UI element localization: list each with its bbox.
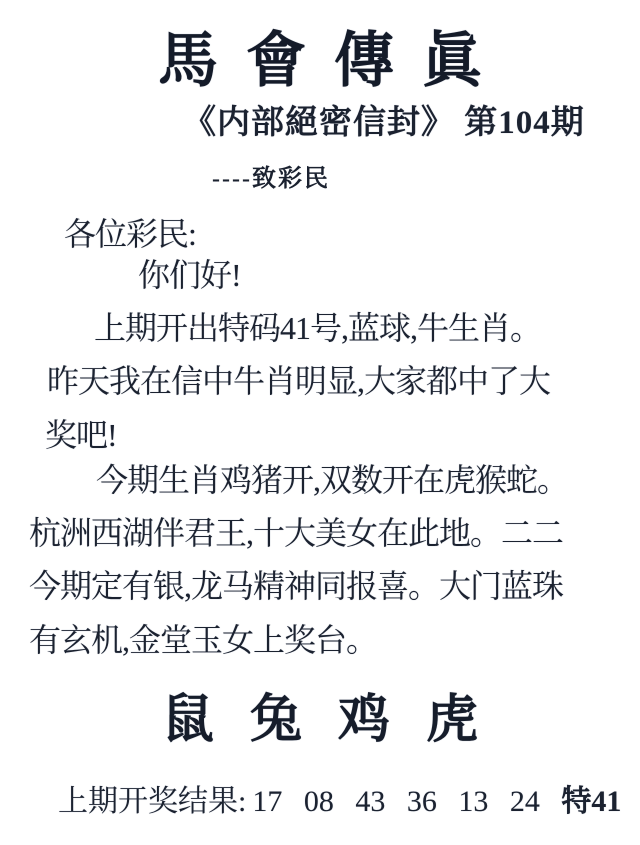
- result-number: 13: [458, 785, 489, 818]
- page-title: 馬會傳眞: [158, 28, 510, 94]
- salutation-line: 各位彩民:: [64, 216, 196, 252]
- result-number: 36: [406, 785, 437, 818]
- result-number: 08: [303, 785, 334, 818]
- previous-draw-result-line: [58, 784, 621, 820]
- result-number: 17: [252, 785, 283, 818]
- body-line: 有玄机,金堂玉女上奖台。: [29, 622, 378, 658]
- result-special-number: 特41: [561, 785, 622, 818]
- body-line: 昨天我在信中牛肖明显,大家都中了大: [47, 363, 551, 399]
- result-number: 43: [355, 785, 386, 818]
- body-line: 上期开出特码41号,蓝球,牛生肖。: [94, 310, 542, 346]
- dedication-line: ----致彩民: [212, 166, 330, 192]
- result-number: 24: [509, 785, 540, 818]
- body-line: 今期生肖鸡猪开,双数开在虎猴蛇。: [96, 462, 569, 498]
- subtitle-issue-line: 《内部絕密信封》 第104期: [183, 105, 585, 141]
- zodiac-prediction-line: 鼠兔鸡虎: [161, 692, 514, 749]
- body-line: 杭洲西湖伴君王,十大美女在此地。二二: [29, 515, 564, 551]
- body-line: 今期定有银,龙马精神同报喜。大门蓝珠: [29, 568, 564, 604]
- body-line: 奖吧!: [45, 417, 117, 453]
- greeting-line: 你们好!: [138, 257, 241, 293]
- result-label: 上期开奖结果:: [58, 785, 247, 818]
